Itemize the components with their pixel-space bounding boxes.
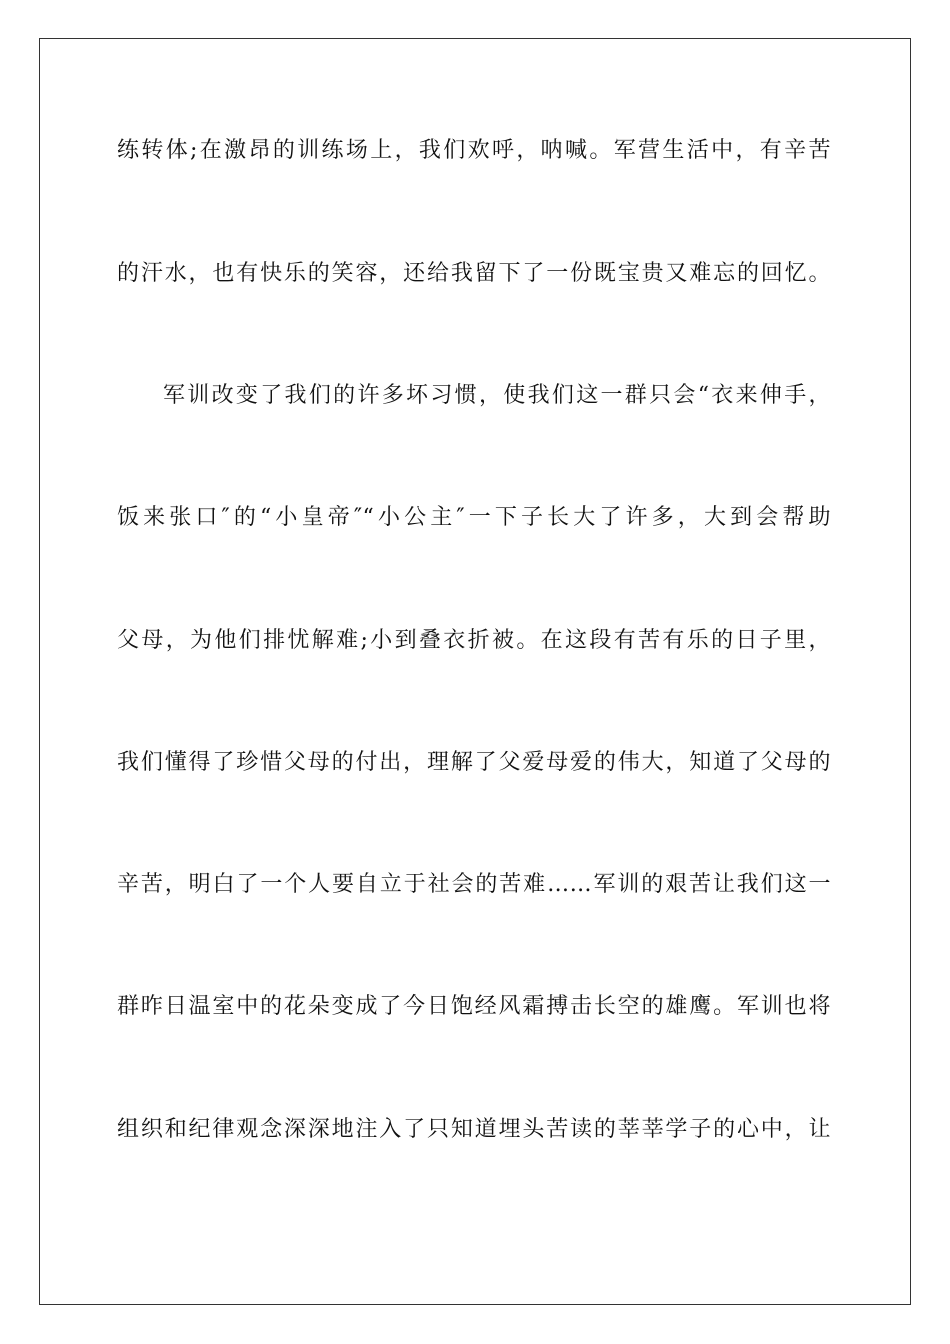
text-line: 父母，为他们排忧解难;小到叠衣折被。在这段有苦有乐的日子里，: [117, 628, 831, 653]
text-line: 的汗水，也有快乐的笑容，还给我留下了一份既宝贵又难忘的回忆。: [117, 261, 831, 286]
text-line: 饭来张口″的“小皇帝″“小公主″一下子长大了许多，大到会帮助: [117, 505, 831, 530]
paragraph-first-line: 军训改变了我们的许多坏习惯，使我们这一群只会“衣来伸手，: [163, 383, 831, 408]
text-line: 组织和纪律观念深深地注入了只知道埋头苦读的莘莘学子的心中，让: [117, 1117, 831, 1142]
text-line: 群昨日温室中的花朵变成了今日饱经风霜搏击长空的雄鹰。军训也将: [117, 994, 831, 1019]
text-line: 练转体;在激昂的训练场上，我们欢呼，呐喊。军营生活中，有辛苦: [117, 138, 831, 163]
text-line: 辛苦，明白了一个人要自立于社会的苦难……军训的艰苦让我们这一: [117, 872, 831, 897]
text-line: 我们懂得了珍惜父母的付出，理解了父爱母爱的伟大，知道了父母的: [117, 750, 831, 775]
